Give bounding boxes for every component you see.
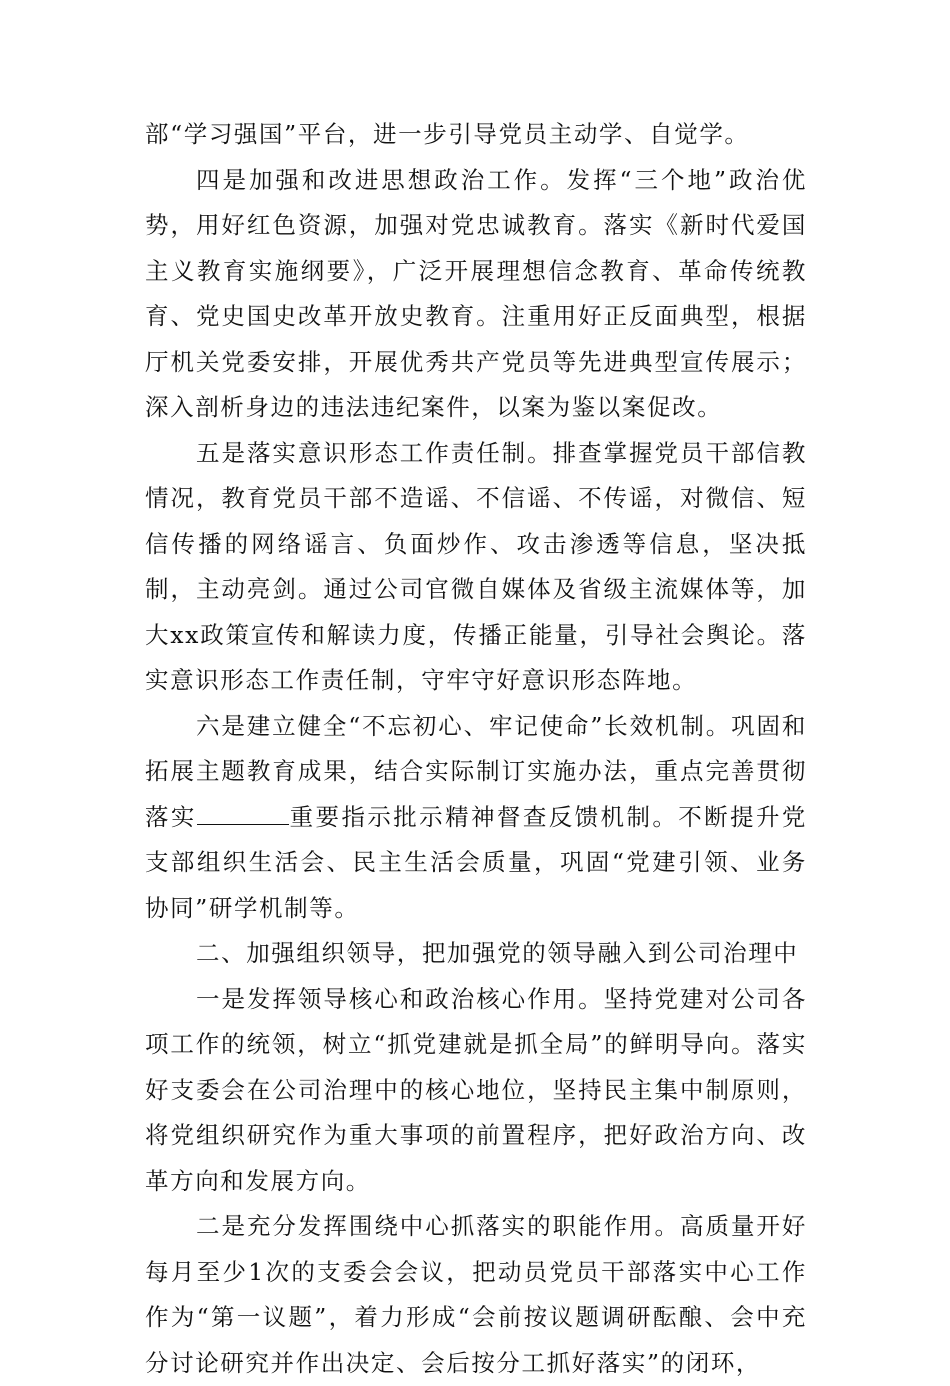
paragraph-ideological-work: 四是加强和改进思想政治工作。发挥“三个地”政治优势，用好红色资源，加强对党忠诚教育。落实《新时代爱国主义教育实施纲要》，广泛开展理想信念教育、革命传统教育、党史国史改革开放史教育。注重用好正反面典型，根据厅机关党委安排，开展优秀共产党员等先进典型宣传展示；深入剖析身边的违法违纪案件，以案为鉴以案促改。 [145,165,807,421]
document-page [145,112,807,1386]
paragraph-ideology-responsibility: 五是落实意识形态工作责任制。排查掌握党员干部信教情况，教育党员干部不造谣、不信谣、不传谣，对微信、短信传播的网络谣言、负面炒作、攻击渗透等信息，坚决抵制，主动亮剑。通过公司官微自媒体及省级主流媒体等，加大xx政策宣传和解读力度，传播正能量，引导社会舆论。落实意识形态工作责任制，守牢守好意识形态阵地。 [145,438,807,694]
fill-in-blank [197,804,289,825]
paragraph-leadership-core: 一是发挥领导核心和政治核心作用。坚持党建对公司各项工作的统领，树立“抓党建就是抓全局”的鲜明导向。落实好支委会在公司治理中的核心地位，坚持民主集中制原则，将党组织研究作为重大事项的前置程序，把好政治方向、改革方向和发展方向。 [145,984,807,1195]
paragraph-central-work: 二是充分发挥围绕中心抓落实的职能作用。高质量开好每月至少1次的支委会会议，把动员党员干部落实中心工作作为“第一议题”，着力形成“会前按议题调研酝酿、会中充分讨论研究并作出决定、会后按分工抓好落实”的闭环， [145,1212,807,1377]
paragraph-text-after-blank: 重要指示批示精神督查反馈机制。不断提升党支部组织生活会、民主生活会质量，巩固“党建引领、业务协同”研学机制等。 [145,802,808,922]
paragraph-text-before-blank: 六是建立健全“不忘初心、牢记使命”长效机制。巩固和拓展主题教育成果，结合实际制订实施办法，重点完善贯彻落实 [145,711,807,831]
paragraph-long-term-mechanism [145,704,807,932]
paragraph-continuation: 部“学习强国”平台，进一步引导党员主动学、自觉学。 [145,120,750,148]
section-heading-organizational-leadership: 二、加强组织领导，把加强党的领导融入到公司治理中 [196,939,799,967]
